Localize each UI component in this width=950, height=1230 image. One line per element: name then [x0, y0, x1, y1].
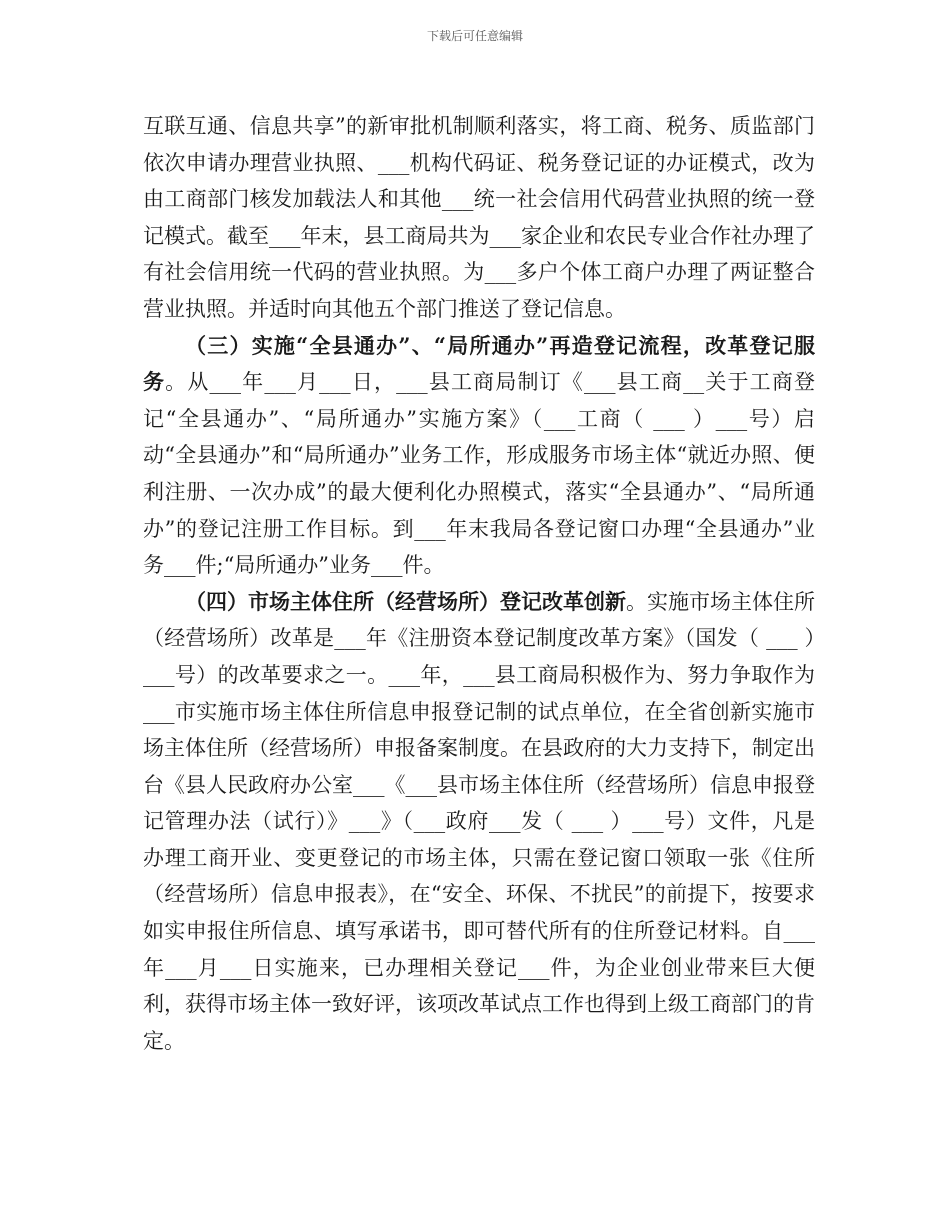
page-header: 下载后可任意编辑	[426, 29, 523, 43]
section-4-heading: （四）市场主体住所（经营场所）登记改革创新	[185, 588, 626, 614]
paragraph-3-body: 。实施市场主体住所（经营场所）改革是___年《注册资本登记制度改革方案》（国发（ ___ ）___号）的改革要求之一。___年，___县工商局积极作为、努力争取作为___市实施市场主体住所信息申报登记制的试点单位，在全省创新实施市场主体住所（经营场所）申报备案制度。在县政府的大力支持下，制定出台《县人民政府办公室___《___县市场主体住所（经营场所）信息申报登记管理办法（试行）》___》（___政府___发（ ___ ）___号）文件，凡是办理工商开业、变更登记的市场主体，只需在登记窗口领取一张《住所（经营场所）信息申报表》，在“安全、环保、不扰民”的前提下，按要求如实申报住所信息、填写承诺书，即可替代所有的住所登记材料。自___年___月___日实施来，已办理相关登记___件，为企业创业带来巨大便利，获得市场主体一致好评，该项改革试点工作也得到上级工商部门的肯定。	[143, 589, 815, 1053]
paragraph-2	[143, 328, 815, 584]
paragraph-1-body: 互联互通、信息共享”的新审批机制顺利落实，将工商、税务、质监部门依次申请办理营业执照、___机构代码证、税务登记证的办证模式，改为由工商部门核发加载法人和其他___统一社会信用代码营业执照的统一登记模式。截至___年末，县工商局共为___家企业和农民专业合作社办理了有社会信用统一代码的营业执照。为___多户个体工商户办理了两证整合营业执照。并适时向其他五个部门推送了登记信息。	[143, 114, 815, 321]
paragraph-2-body: 。从___年___月___日，___县工商局制订《___县工商__关于工商登记“全县通办”、“局所通办”实施方案》（___工商（ ___ ）___号）启动“全县通办”和“局所通办”业务工作，形成服务市场主体“就近办照、便利注册、一次办成”的最大便利化办照模式，落实“全县通办”、“局所通办”的登记注册工作目标。到___年末我局各登记窗口办理“全县通办”业务___件;“局所通办”业务___件。	[143, 370, 816, 578]
section-3-heading: （三）实施“全县通办”、“局所通办”再造登记流程，改革登记服务	[143, 332, 815, 395]
document-body	[143, 108, 815, 1059]
paragraph-1	[143, 108, 815, 328]
paragraph-3	[143, 584, 815, 1060]
